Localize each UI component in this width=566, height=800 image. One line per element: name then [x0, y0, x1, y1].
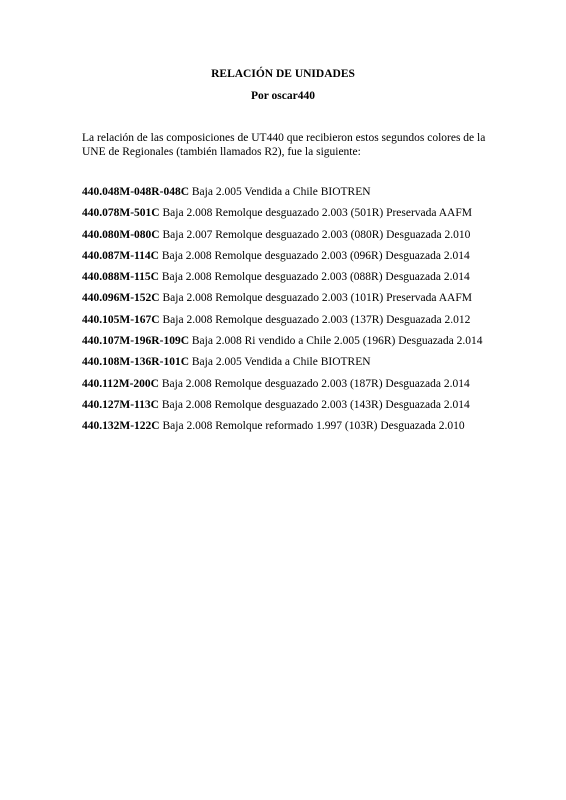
list-item: [82, 419, 522, 440]
intro-paragraph: La relación de las composiciones de UT440 que recibieron estos segundos colores de la UNE de Regionales (también llamados R2), fue la siguiente:: [82, 132, 486, 158]
unit-code: 440.108M-136R-101C: [82, 356, 189, 369]
list-item: [82, 270, 522, 291]
unit-code: 440.088M-115C: [82, 271, 159, 284]
list-item: [82, 291, 522, 312]
unit-description: Baja 2.005 Vendida a Chile BIOTREN: [189, 186, 371, 198]
unit-code: 440.105M-167C: [82, 313, 160, 326]
unit-code: 440.078M-501C: [82, 207, 160, 220]
list-item: [82, 398, 522, 419]
unit-description: Baja 2.008 Remolque desguazado 2.003 (501R) Preservada AAFM: [159, 207, 472, 220]
unit-code: 440.132M-122C: [82, 420, 160, 433]
unit-code: 440.096M-152C: [82, 292, 160, 305]
unit-description: Baja 2.008 Ri vendido a Chile 2.005 (196R) Desguazada 2.014: [189, 335, 483, 348]
unit-code: 440.127M-113C: [82, 398, 159, 411]
unit-code: 440.080M-080C: [82, 228, 160, 241]
unit-description: Baja 2.005 Vendida a Chile BIOTREN: [189, 356, 371, 369]
unit-description: Baja 2.008 Remolque desguazado 2.003 (101R) Preservada AAFM: [159, 292, 472, 305]
list-item: [82, 355, 522, 376]
unit-description: Baja 2.008 Remolque desguazado 2.003 (143R) Desguazada 2.014: [158, 398, 470, 411]
list-item: [82, 334, 522, 355]
unit-description: Baja 2.008 Remolque desguazado 2.003 (137R) Desguazada 2.012: [159, 313, 471, 326]
list-item: [82, 206, 522, 227]
document-author: Por oscar440: [251, 90, 315, 102]
unit-description: Baja 2.008 Remolque desguazado 2.003 (187R) Desguazada 2.014: [158, 377, 470, 390]
unit-code: 440.087M-114C: [82, 249, 159, 262]
unit-description: Baja 2.008 Remolque reformado 1.997 (103R) Desguazada 2.010: [159, 420, 465, 433]
list-item: [82, 377, 522, 398]
list-item: [82, 249, 522, 270]
unit-description: Baja 2.008 Remolque desguazado 2.003 (096R) Desguazada 2.014: [158, 249, 470, 262]
list-item: [82, 313, 522, 334]
document-title: RELACIÓN DE UNIDADES: [211, 68, 355, 80]
unit-list: [82, 185, 522, 441]
list-item: [82, 228, 522, 249]
unit-description: Baja 2.008 Remolque desguazado 2.003 (088R) Desguazada 2.014: [158, 271, 470, 284]
list-item: [82, 185, 522, 206]
unit-code: 440.048M-048R-048C: [82, 186, 189, 198]
unit-description: Baja 2.007 Remolque desguazado 2.003 (080R) Desguazada 2.010: [159, 228, 471, 241]
unit-code: 440.107M-196R-109C: [82, 335, 189, 348]
unit-code: 440.112M-200C: [82, 377, 159, 390]
